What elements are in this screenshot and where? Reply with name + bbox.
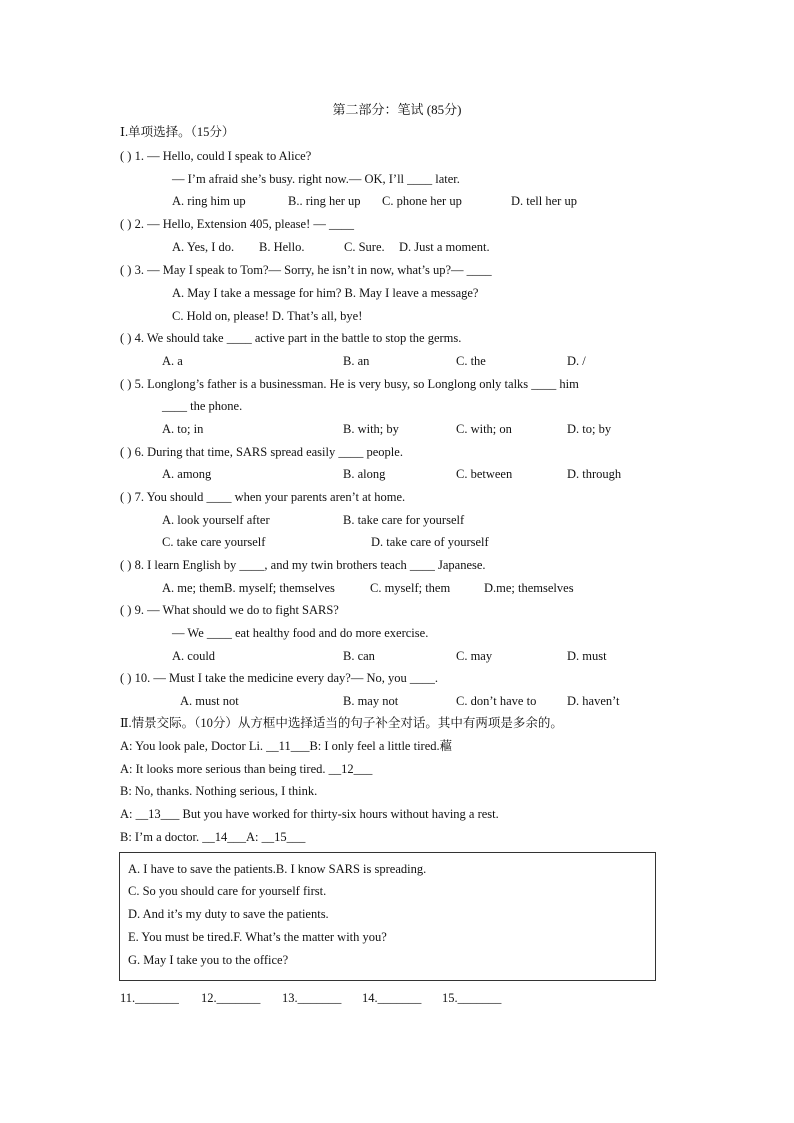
q1-option-d: D. tell her up bbox=[511, 194, 577, 208]
q6-option-d: D. through bbox=[567, 467, 622, 481]
answer-blank-13: 13._______ bbox=[282, 991, 342, 1005]
dialog-line: B: No, thanks. Nothing serious, I think. bbox=[120, 784, 318, 798]
q6-option-a: A. among bbox=[162, 467, 212, 481]
q3-option-ab: A. May I take a message for him? B. May I leave a message? bbox=[172, 286, 479, 300]
q7-option-b: B. take care for yourself bbox=[343, 513, 465, 527]
box-option: G. May I take you to the office? bbox=[128, 953, 289, 967]
question-3-stem: ( ) 3. — May I speak to Tom?— Sorry, he isn’t in now, what’s up?— ____ bbox=[120, 263, 492, 277]
q7-option-c: C. take care yourself bbox=[162, 535, 266, 549]
q1-option-b: B.. ring her up bbox=[288, 194, 361, 208]
q4-option-c: C. the bbox=[456, 354, 486, 368]
question-5-stem: ( ) 5. Longlong’s father is a businessman. He is very busy, so Longlong only talks ____ him bbox=[120, 377, 579, 391]
q6-option-b: B. along bbox=[343, 467, 386, 481]
box-option: A. I have to save the patients.B. I know SARS is spreading. bbox=[128, 862, 427, 876]
q10-option-d: D. haven’t bbox=[567, 694, 620, 708]
page-title: 第二部分：笔试 (85分) bbox=[332, 102, 462, 117]
q7-option-a: A. look yourself after bbox=[162, 513, 270, 527]
question-9-cont: — We ____ eat healthy food and do more exercise. bbox=[172, 626, 429, 640]
q10-option-b: B. may not bbox=[343, 694, 399, 708]
box-option: D. And it’s my duty to save the patients. bbox=[128, 907, 329, 921]
q10-option-c: C. don’t have to bbox=[456, 694, 537, 708]
question-2-stem: ( ) 2. — Hello, Extension 405, please! — ____ bbox=[120, 217, 354, 231]
question-6-stem: ( ) 6. During that time, SARS spread easily ____ people. bbox=[120, 445, 403, 459]
answer-blank-14: 14._______ bbox=[362, 991, 422, 1005]
q2-option-b: B. Hello. bbox=[259, 240, 305, 254]
q9-option-a: A. could bbox=[172, 649, 216, 663]
q4-option-b: B. an bbox=[343, 354, 370, 368]
question-8-stem: ( ) 8. I learn English by ____, and my twin brothers teach ____ Japanese. bbox=[120, 558, 486, 572]
dialog-line: A: It looks more serious than being tired. __12___ bbox=[120, 762, 373, 776]
q4-option-a: A. a bbox=[162, 354, 183, 368]
q1-option-a: A. ring him up bbox=[172, 194, 246, 208]
q8-option-c: C. myself; them bbox=[370, 581, 451, 595]
dialog-line: B: I’m a doctor. __14___A: __15___ bbox=[120, 830, 306, 844]
q4-option-d: D. / bbox=[567, 354, 586, 368]
dialog-line: A: You look pale, Doctor Li. __11___B: I only feel a little tired.藲 bbox=[120, 739, 453, 753]
box-option: C. So you should care for yourself first. bbox=[128, 884, 327, 898]
q8-option-d: D.me; themselves bbox=[484, 581, 574, 595]
answer-blank-15: 15._______ bbox=[442, 991, 502, 1005]
q2-option-a: A. Yes, I do. bbox=[172, 240, 235, 254]
q5-option-d: D. to; by bbox=[567, 422, 612, 436]
question-4-stem: ( ) 4. We should take ____ active part in the battle to stop the germs. bbox=[120, 331, 462, 345]
q9-option-d: D. must bbox=[567, 649, 607, 663]
q7-option-d: D. take care of yourself bbox=[371, 535, 489, 549]
question-1-cont: — I’m afraid she’s busy. right now.— OK, I’ll ____ later. bbox=[172, 172, 460, 186]
q9-option-b: B. can bbox=[343, 649, 375, 663]
section-1-heading: Ⅰ.单项选择。（15分） bbox=[120, 125, 235, 139]
q1-option-c: C. phone her up bbox=[382, 194, 462, 208]
question-5-cont: ____ the phone. bbox=[162, 399, 243, 413]
answer-blank-12: 12._______ bbox=[201, 991, 261, 1005]
question-10-stem: ( ) 10. — Must I take the medicine every day?— No, you ____. bbox=[120, 671, 438, 685]
dialog-line: A: __13___ But you have worked for thirty-six hours without having a rest. bbox=[120, 807, 499, 821]
q8-option-ab: A. me; themB. myself; themselves bbox=[162, 581, 335, 595]
question-7-stem: ( ) 7. You should ____ when your parents aren’t at home. bbox=[120, 490, 406, 504]
q5-option-c: C. with; on bbox=[456, 422, 512, 436]
q5-option-a: A. to; in bbox=[162, 422, 204, 436]
q3-option-cd: C. Hold on, please! D. That’s all, bye! bbox=[172, 309, 363, 323]
q5-option-b: B. with; by bbox=[343, 422, 399, 436]
q2-option-d: D. Just a moment. bbox=[399, 240, 490, 254]
q6-option-c: C. between bbox=[456, 467, 513, 481]
q9-option-c: C. may bbox=[456, 649, 493, 663]
section-2-heading: Ⅱ.情景交际。（10分）从方框中选择适当的句子补全对话。其中有两项是多余的。 bbox=[120, 716, 563, 730]
answer-blank-11: 11._______ bbox=[120, 991, 179, 1005]
box-option: E. You must be tired.F. What’s the matter with you? bbox=[128, 930, 387, 944]
question-9-stem: ( ) 9. — What should we do to fight SARS? bbox=[120, 603, 339, 617]
q2-option-c: C. Sure. bbox=[344, 240, 385, 254]
question-1-stem: ( ) 1. — Hello, could I speak to Alice? bbox=[120, 149, 312, 163]
q10-option-a: A. must not bbox=[180, 694, 239, 708]
